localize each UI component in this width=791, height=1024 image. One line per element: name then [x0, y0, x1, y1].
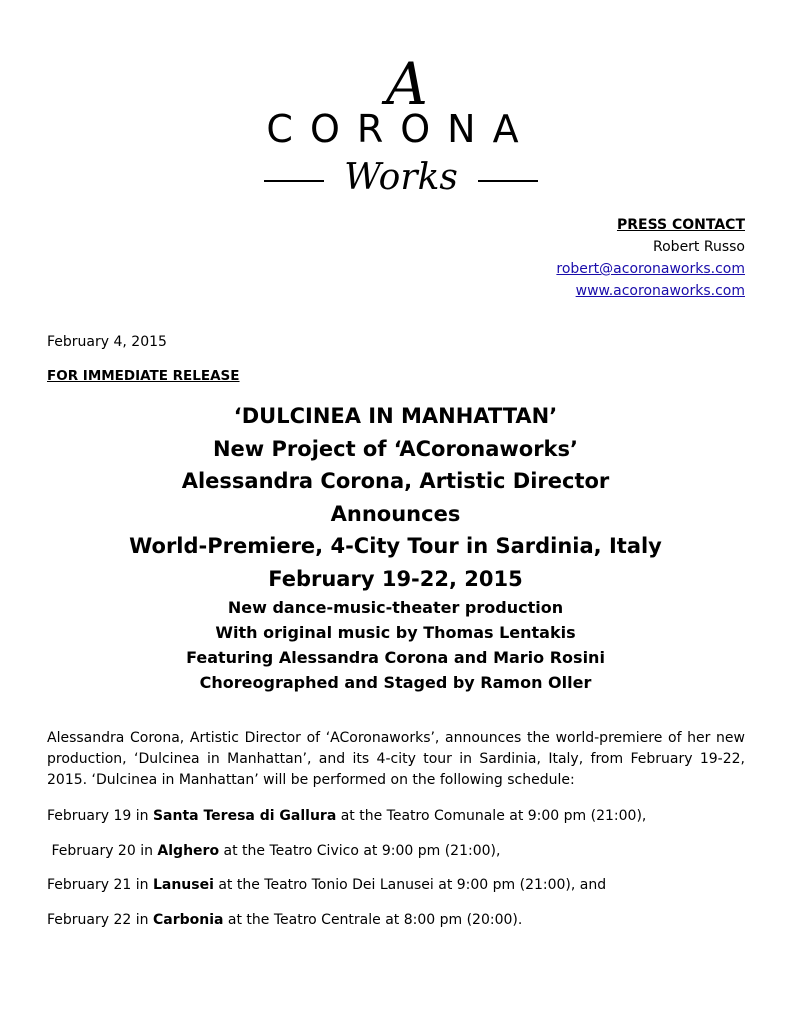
headline-line-6: February 19-22, 2015	[268, 566, 523, 591]
release-label: FOR IMMEDIATE RELEASE	[47, 368, 240, 384]
schedule-item	[47, 841, 500, 861]
schedule-date: February 21 in	[47, 877, 153, 893]
subhead-line-3: Featuring Alessandra Corona and Mario Rosini	[186, 648, 605, 667]
subhead-line-1: New dance-music-theater production	[227, 598, 564, 617]
intro-paragraph: Alessandra Corona, Artistic Director of ‘ACoronaworks’, announces the world-premiere of her new production, ‘Dulcinea in Manhattan’, and its 4-city tour in Sardinia, Italy, from February 19-22, 2015. ‘Dulcinea in Manhattan’ will be performed on the following schedule:	[47, 730, 745, 788]
headline	[0, 400, 791, 695]
schedule-venue: at the Teatro Centrale at 8:00 pm (20:00).	[223, 912, 523, 928]
schedule-city: Lanusei	[152, 877, 214, 893]
schedule-venue: at the Teatro Comunale at 9:00 pm (21:00),	[336, 808, 647, 824]
schedule-city: Alghero	[157, 843, 220, 859]
headline-line-1: ‘DULCINEA IN MANHATTAN’	[233, 404, 558, 428]
headline-line-4: Announces	[330, 501, 461, 526]
schedule-date: February 22 in	[47, 912, 153, 928]
press-contact-name: Robert Russo	[653, 239, 745, 255]
schedule-date: February 19 in	[47, 808, 153, 824]
press-contact	[556, 214, 745, 302]
subhead-line-2: With original music by Thomas Lentakis	[215, 623, 576, 642]
schedule-date: February 20 in	[47, 843, 158, 859]
logo-initial: A	[386, 54, 428, 118]
schedule-item	[47, 910, 522, 930]
headline-line-5: World-Premiere, 4-City Tour in Sardinia, Italy	[129, 534, 662, 558]
schedule-city: Santa Teresa di Gallura	[152, 808, 337, 824]
schedule-item	[47, 875, 606, 895]
company-logo	[260, 54, 542, 200]
headline-line-2: New Project of ‘ACoronaworks’	[212, 436, 578, 461]
logo-script: Works	[344, 157, 458, 198]
press-contact-title: PRESS CONTACT	[616, 217, 745, 233]
schedule-item	[47, 806, 646, 826]
press-contact-website-link[interactable]: www.acoronaworks.com	[575, 283, 745, 299]
release-date: February 4, 2015	[47, 334, 167, 350]
logo-name: CORONA	[266, 107, 536, 151]
headline-line-3: Alessandra Corona, Artistic Director	[181, 469, 610, 493]
schedule-venue: at the Teatro Civico at 9:00 pm (21:00),	[219, 843, 501, 859]
schedule-city: Carbonia	[152, 912, 224, 928]
schedule-venue: at the Teatro Tonio Dei Lanusei at 9:00 pm (21:00), and	[213, 877, 607, 893]
press-contact-email-link[interactable]: robert@acoronaworks.com	[556, 261, 745, 277]
subhead-line-4: Choreographed and Staged by Ramon Oller	[199, 673, 592, 692]
